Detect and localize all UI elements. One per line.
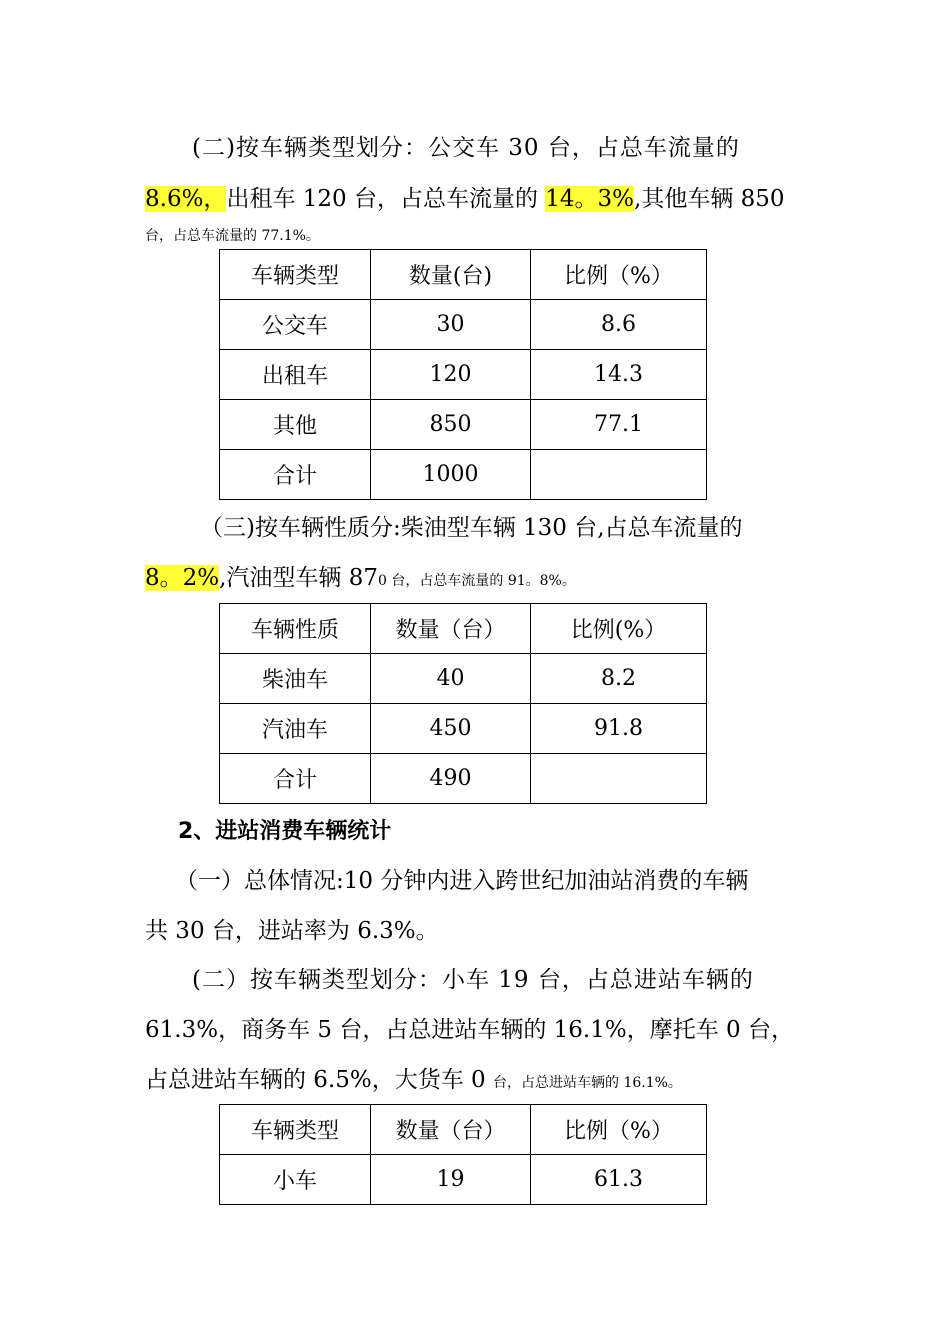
text: (二）按车辆类型划分：小车 19 台，占总进站车辆的 (192, 967, 754, 993)
table-row (220, 350, 707, 400)
table-cell: 120 (371, 350, 531, 400)
text: 占总进站车辆的 6.5%，大货车 0 (145, 1067, 486, 1093)
text: (二)按车辆类型划分：公交车 30 台，占总车流量的 (192, 135, 740, 161)
header-cell: 数量(台) (371, 250, 531, 300)
paragraph-line (0, 224, 950, 248)
table-cell: 柴油车 (220, 654, 371, 704)
table-cell (531, 450, 707, 500)
table-header-row (220, 250, 707, 300)
table-cell (531, 754, 707, 804)
paragraph-line (0, 133, 950, 163)
table-header-row (220, 1105, 707, 1155)
table-cell: 1000 (371, 450, 531, 500)
table-row (220, 654, 707, 704)
table-cell: 出租车 (220, 350, 371, 400)
text: （三)按车辆性质分:柴油型车辆 130 台,占总车流量的 (200, 515, 743, 541)
header-cell: 比例(%） (531, 604, 707, 654)
paragraph-line (0, 563, 950, 596)
text: 61.3%，商务车 5 台，占总进站车辆的 16.1%，摩托车 0 台， (145, 1017, 794, 1043)
table-cell: 61.3 (531, 1155, 707, 1205)
table-row (220, 450, 707, 500)
header-cell: 车辆类型 (220, 250, 371, 300)
table-cell: 91.8 (531, 704, 707, 754)
table-header-row (220, 604, 707, 654)
table-cell: 其他 (220, 400, 371, 450)
table-row (220, 1155, 707, 1205)
table-vehicle-type (219, 249, 707, 500)
text: 共 30 台，进站率为 6.3%。 (145, 918, 439, 944)
text: ,汽油型车辆 87 (219, 565, 379, 591)
table-row (220, 400, 707, 450)
section-heading (0, 817, 950, 847)
table-cell: 450 (371, 704, 531, 754)
table-cell: 850 (371, 400, 531, 450)
header-cell: 比例（%） (531, 1105, 707, 1155)
table-cell: 合计 (220, 450, 371, 500)
table-vehicle-nature (219, 603, 707, 804)
highlight-text: 8.6%， (145, 186, 227, 212)
table-cell: 490 (371, 754, 531, 804)
header-cell: 车辆性质 (220, 604, 371, 654)
paragraph-line (0, 965, 950, 995)
table-cell: 合计 (220, 754, 371, 804)
paragraph-line (0, 1015, 950, 1045)
table-row (220, 754, 707, 804)
table-cell: 77.1 (531, 400, 707, 450)
text: 出租车 120 台，占总车流量的 (226, 186, 546, 212)
text: 0 台，占总车流量的 91。8%。 (378, 573, 576, 589)
table-cell: 8.6 (531, 300, 707, 350)
text: （一）总体情况:10 分钟内进入跨世纪加油站消费的车辆 (175, 868, 749, 894)
paragraph-line (0, 916, 950, 946)
text: 台，占总车流量的 77.1%。 (145, 228, 320, 244)
paragraph-line (0, 513, 950, 543)
paragraph-line (0, 866, 950, 896)
table-cell: 小车 (220, 1155, 371, 1205)
highlight-text: 8。2% (145, 565, 220, 591)
header-cell: 比例（%） (531, 250, 707, 300)
table-cell: 14.3 (531, 350, 707, 400)
highlight-text: 14。3% (545, 186, 635, 212)
table-cell: 30 (371, 300, 531, 350)
heading-text: 2、进站消费车辆统计 (178, 819, 392, 844)
table-row (220, 300, 707, 350)
table-cell: 40 (371, 654, 531, 704)
header-cell: 数量（台） (371, 1105, 531, 1155)
header-cell: 车辆类型 (220, 1105, 371, 1155)
text: 台，占总进站车辆的 16.1%。 (493, 1075, 682, 1091)
paragraph-line (0, 1065, 950, 1098)
table-cell: 8.2 (531, 654, 707, 704)
paragraph-line (0, 184, 950, 214)
table-cell: 公交车 (220, 300, 371, 350)
text: ,其他车辆 850 (634, 186, 785, 212)
table-cell: 19 (371, 1155, 531, 1205)
table-cell: 汽油车 (220, 704, 371, 754)
table-station-vehicles (219, 1104, 707, 1205)
header-cell: 数量（台） (371, 604, 531, 654)
table-row (220, 704, 707, 754)
